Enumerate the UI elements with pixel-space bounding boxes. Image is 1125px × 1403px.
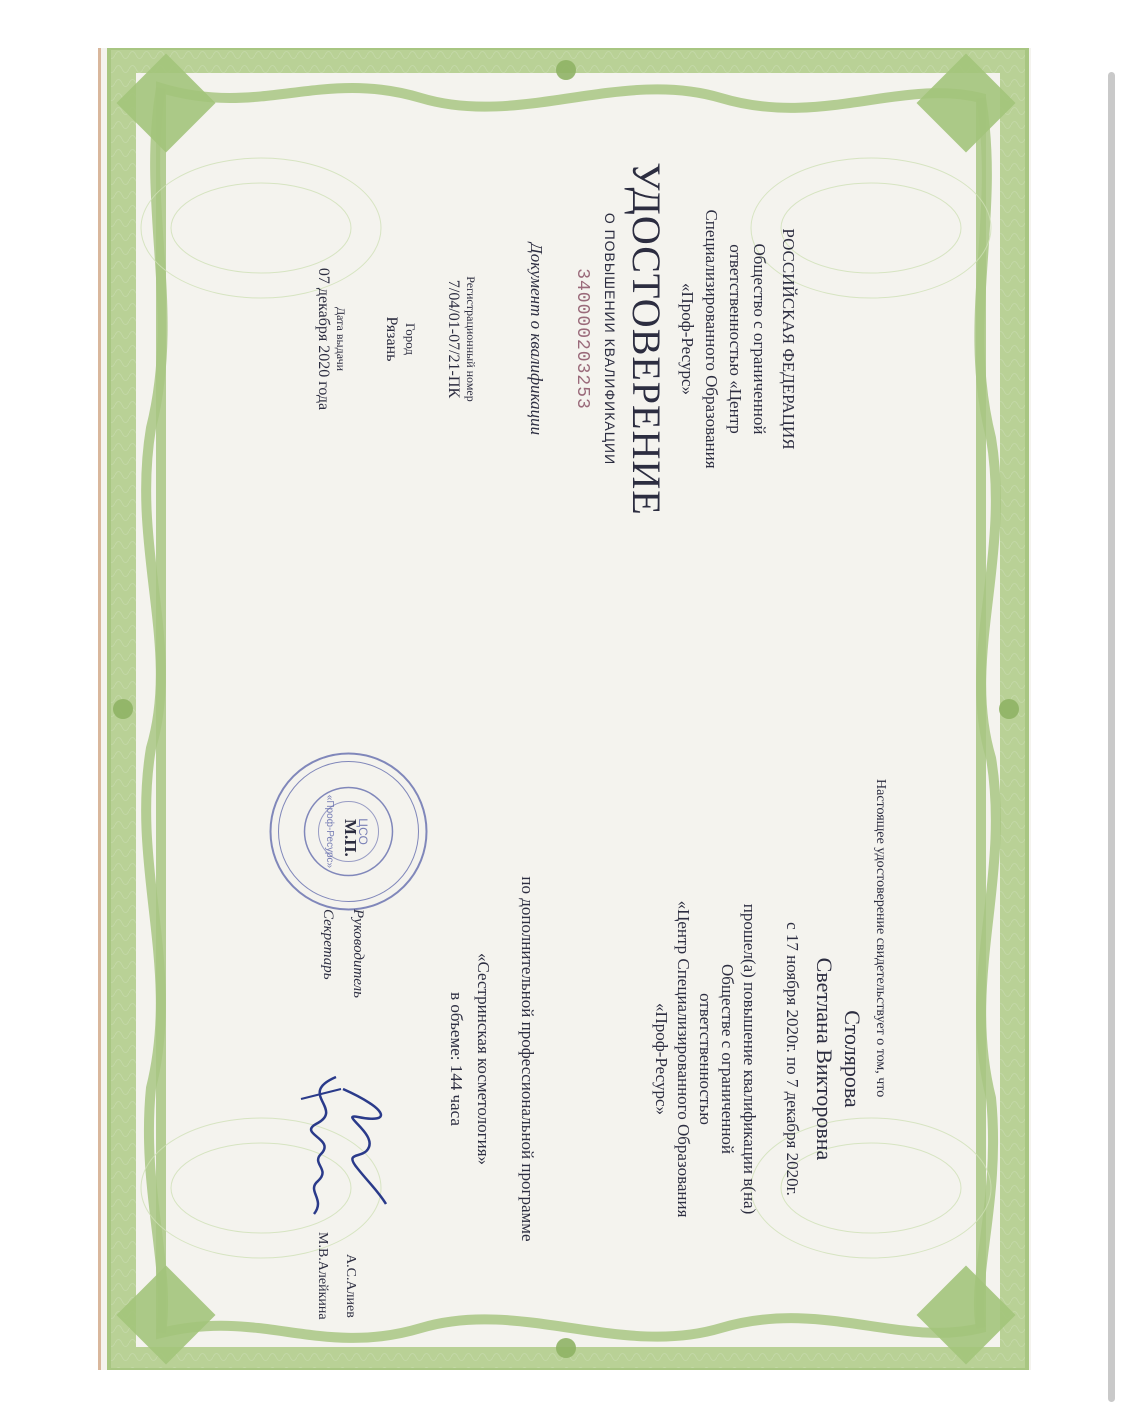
serial-number: 340000203253 bbox=[572, 268, 592, 410]
institution-line: «Центр Специализированного Образования bbox=[674, 900, 693, 1218]
document-type: Документ о квалификации bbox=[527, 242, 546, 436]
recipient-given-names: Светлана Викторовна bbox=[812, 957, 837, 1161]
issuer-line: Общество с ограниченной bbox=[750, 243, 769, 435]
city-value: Рязань bbox=[383, 316, 400, 362]
program-intro: по дополнительной профессиональной программе bbox=[518, 876, 537, 1242]
head-label: Руководитель bbox=[350, 909, 366, 998]
document-title: УДОСТОВЕРЕНИЕ bbox=[624, 162, 669, 516]
institution-line: «Проф-Ресурс» bbox=[652, 1002, 671, 1116]
head-name: А.С.Алиев bbox=[343, 1254, 358, 1318]
certificate-photo bbox=[98, 48, 1031, 1370]
issue-date-label: Дата выдачи bbox=[334, 306, 348, 372]
program-volume: в объеме: 144 часа bbox=[447, 992, 466, 1126]
intro-text: Настоящее удостоверение свидетельствует о том, что bbox=[873, 779, 888, 1098]
secretary-name: М.В.Алейкина bbox=[315, 1232, 330, 1320]
document-subtitle: О ПОВЫШЕНИИ КВАЛИФИКАЦИИ bbox=[602, 212, 618, 466]
registration-label: Регистрационный номер bbox=[464, 276, 478, 402]
issuer-line: ответственностью «Центр bbox=[726, 244, 745, 434]
issue-date: 07 декабря 2020 года bbox=[315, 267, 332, 411]
training-institution bbox=[650, 779, 760, 1339]
registration-number: 7/04/01-07/21-ПК bbox=[445, 279, 462, 399]
secretary-signature bbox=[286, 1069, 356, 1219]
issuer-line: Специализированного Образования bbox=[702, 209, 721, 469]
recipient-name bbox=[810, 779, 866, 1339]
institution-line: Обществе с ограниченной bbox=[718, 963, 737, 1155]
city-label: Город bbox=[403, 322, 418, 356]
stamp-mark: М.П. bbox=[341, 819, 360, 857]
institution-line: прошел(а) повышение квалификации в(на) bbox=[740, 903, 759, 1215]
training-period: с 17 ноября 2020г. по 7 декабря 2020г. bbox=[783, 922, 802, 1196]
program-name: «Сестринская косметология» bbox=[474, 952, 493, 1166]
secretary-label: Секретарь bbox=[320, 909, 336, 980]
stamp-center-text: ЦСО bbox=[356, 818, 370, 845]
program-block bbox=[472, 779, 538, 1339]
recipient-surname: Столярова bbox=[840, 1010, 865, 1108]
stamp-inner-text: «Проф-Ресурс» bbox=[324, 794, 335, 869]
issuer-organization bbox=[675, 59, 771, 619]
scrollbar[interactable] bbox=[1108, 72, 1115, 1402]
institution-line: ответственностью bbox=[696, 993, 715, 1125]
country-heading: РОССИЙСКАЯ ФЕДЕРАЦИЯ bbox=[779, 228, 798, 450]
issuer-line: «Проф-Ресурс» bbox=[678, 282, 697, 396]
certificate-content bbox=[116, 59, 1016, 1359]
